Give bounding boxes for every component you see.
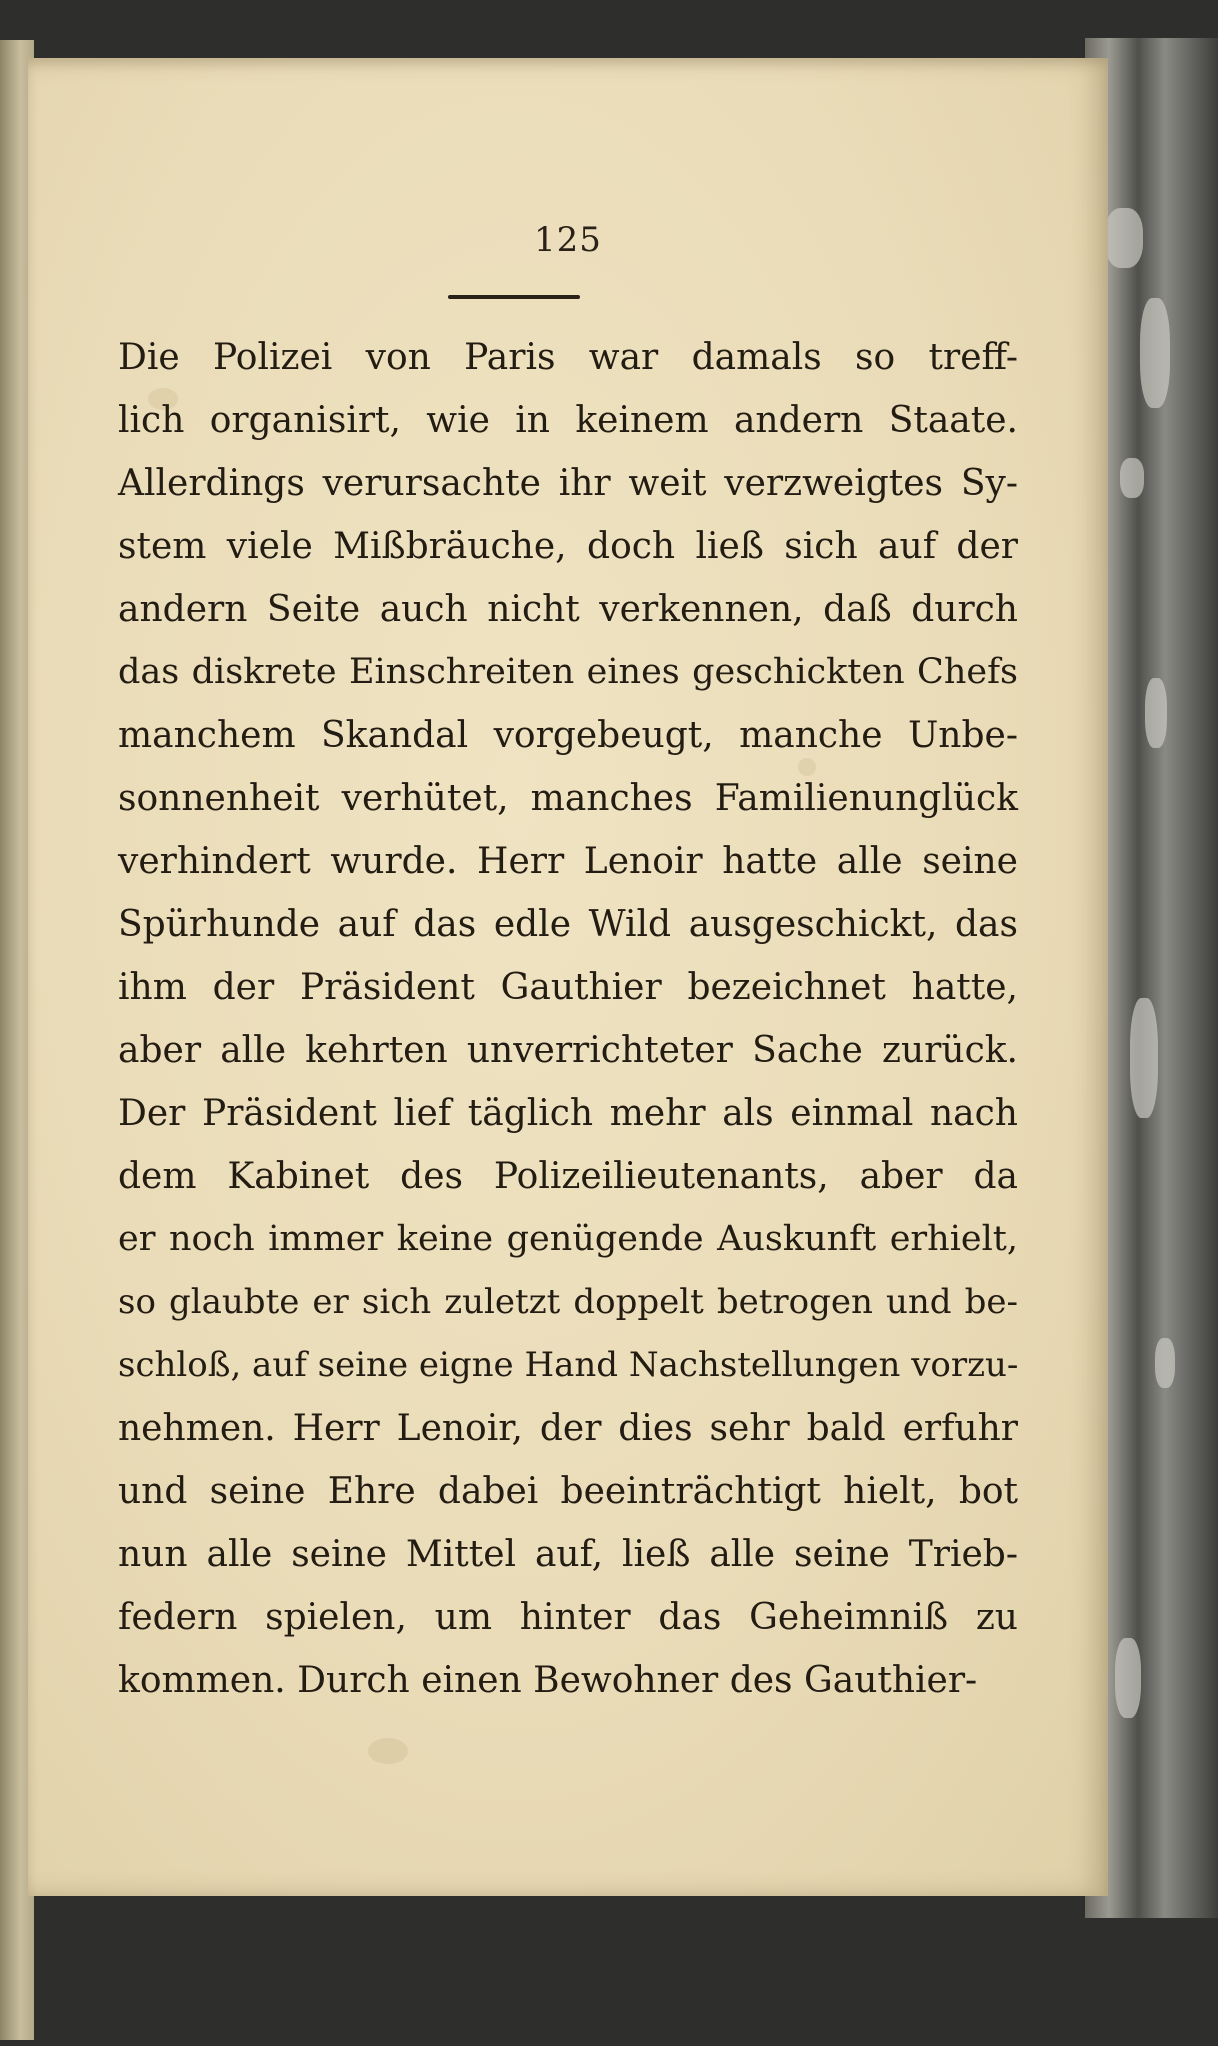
text-line: so glaubte er sich zuletzt doppelt betrogen und be-: [118, 1282, 1018, 1322]
text-line: stem viele Mißbräuche, doch ließ sich auf der: [118, 526, 1018, 567]
text-line: Spürhunde auf das edle Wild ausgeschickt, das: [118, 904, 1018, 945]
text-line: lich organisirt, wie in keinem andern Staate.: [118, 400, 1018, 441]
header-rule: [448, 295, 580, 299]
text-line: sonnenheit verhütet, manches Familienunglück: [118, 778, 1018, 819]
text-line: kommen. Durch einen Bewohner des Gauthier-: [118, 1660, 978, 1701]
text-line: das diskrete Einschreiten eines geschickten Chefs: [118, 652, 1018, 692]
text-line: ihm der Präsident Gauthier bezeichnet hatte,: [118, 967, 1018, 1008]
text-line: Allerdings verursachte ihr weit verzweigtes Sy-: [118, 463, 1018, 504]
text-line: und seine Ehre dabei beeinträchtigt hielt, bot: [118, 1471, 1018, 1512]
text-line: nehmen. Herr Lenoir, der dies sehr bald erfuhr: [118, 1408, 1018, 1449]
page-number: 125: [534, 220, 602, 260]
text-line: verhindert wurde. Herr Lenoir hatte alle seine: [118, 841, 1018, 882]
text-line: aber alle kehrten unverrichteter Sache zurück.: [118, 1030, 1018, 1071]
text-line: schloß, auf seine eigne Hand Nachstellungen vorzu-: [118, 1345, 1019, 1385]
text-line: Der Präsident lief täglich mehr als einmal nach: [118, 1093, 1018, 1134]
text-line: er noch immer keine genügende Auskunft erhielt,: [118, 1219, 1018, 1259]
body-text: [118, 326, 1018, 1712]
page-sheet: [28, 58, 1108, 1896]
text-line: nun alle seine Mittel auf, ließ alle seine Trieb-: [118, 1534, 1018, 1575]
text-line: federn spielen, um hinter das Geheimniß zu: [118, 1597, 1018, 1638]
text-line: andern Seite auch nicht verkennen, daß durch: [118, 589, 1018, 630]
text-line: manchem Skandal vorgebeugt, manche Unbe-: [118, 715, 1018, 756]
text-line: Die Polizei von Paris war damals so treff-: [118, 337, 1018, 378]
text-line: dem Kabinet des Polizeilieutenants, aber da: [118, 1156, 1018, 1197]
